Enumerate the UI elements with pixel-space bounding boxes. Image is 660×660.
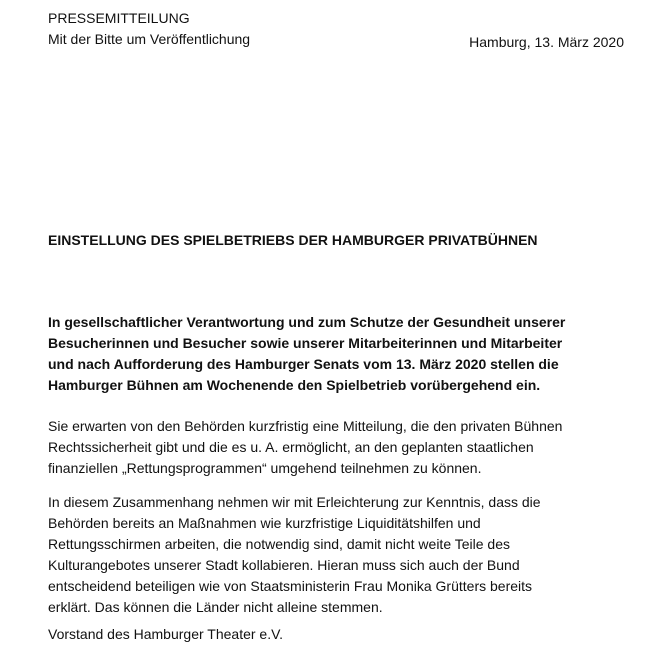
lead-line: und nach Aufforderung des Hamburger Senats vom 13. März 2020 stellen die [48, 356, 559, 372]
paragraph-line: Rechtssicherheit gibt und die es u. A. ermöglicht, an den geplanten staatlichen [48, 439, 534, 455]
paragraph-line: entscheidend beteiligen wie von Staatsministerin Frau Monika Grütters bereits [48, 578, 533, 594]
document-header [48, 8, 250, 50]
signature: Vorstand des Hamburger Theater e.V. [48, 626, 284, 642]
paragraph-expectations [48, 416, 628, 479]
place-date: Hamburg, 13. März 2020 [469, 34, 624, 50]
paragraph-measures [48, 492, 628, 618]
paragraph-line: erklärt. Das können die Länder nicht alleine stemmen. [48, 599, 383, 615]
paragraph-line: Behörden bereits an Maßnahmen wie kurzfristige Liquiditätshilfen und [48, 515, 481, 531]
lead-paragraph [48, 312, 628, 396]
paragraph-line: Kulturangebotes unserer Stadt kollabieren. Hieran muss sich auch der Bund [48, 557, 520, 573]
document-title: EINSTELLUNG DES SPIELBETRIEBS DER HAMBURGER PRIVATBÜHNEN [48, 232, 538, 248]
lead-line: Hamburger Bühnen am Wochenende den Spielbetrieb vorübergehend ein. [48, 377, 541, 393]
paragraph-line: Rettungsschirmen arbeiten, die notwendig sind, damit nicht weite Teile des [48, 536, 510, 552]
publication-request: Mit der Bitte um Veröffentlichung [48, 31, 251, 47]
paragraph-line: Sie erwarten von den Behörden kurzfristig eine Mitteilung, die den privaten Bühnen [48, 418, 563, 434]
press-release-label: PRESSEMITTEILUNG [48, 10, 190, 26]
lead-line: In gesellschaftlicher Verantwortung und zum Schutze der Gesundheit unserer [48, 314, 566, 330]
paragraph-line: In diesem Zusammenhang nehmen wir mit Erleichterung zur Kenntnis, dass die [48, 494, 541, 510]
lead-line: Besucherinnen und Besucher sowie unserer Mitarbeiterinnen und Mitarbeiter [48, 335, 563, 351]
paragraph-line: finanziellen „Rettungsprogrammen“ umgehend teilnehmen zu können. [48, 460, 482, 476]
